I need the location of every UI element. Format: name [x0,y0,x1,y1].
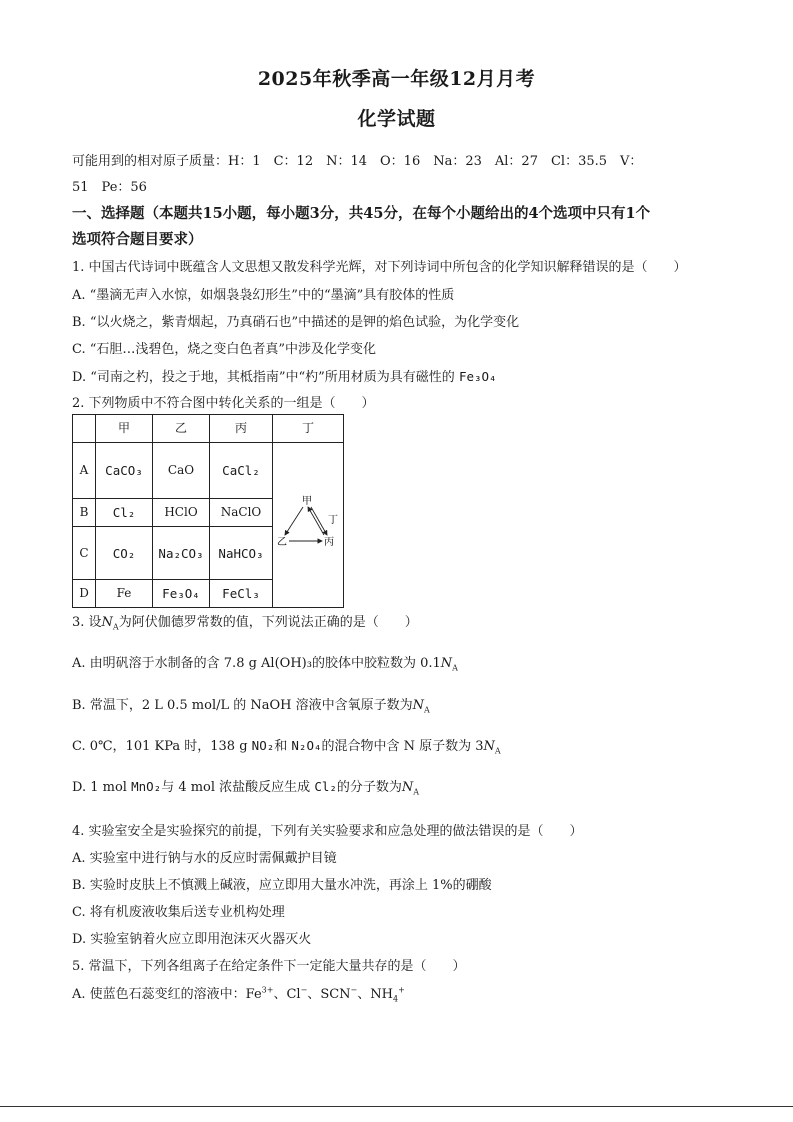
q3-stem-pre: 3. 设 [72,615,102,630]
table-cell: CaCO₃ [96,443,153,499]
q3-option-b [72,694,430,715]
table-header-cell: 丙 [210,415,273,443]
node-ding: 丁 [328,515,338,527]
section-heading-line2: 选项符合题目要求） [72,231,203,248]
q4-option-d: D. 实验室钠着火应立即用泡沫灭火器灭火 [72,932,312,947]
q3-option-a [72,652,458,673]
avogadro-symbol: N [440,656,453,671]
ion-fe: Fe [245,987,262,1002]
q1-option-d [72,366,497,385]
q5-option-a [72,983,405,1004]
atomic-masses-line2: 51 Pe：56 [72,180,147,195]
table-cell: NaClO [210,499,273,527]
table-cell: Fe₃O₄ [153,580,210,608]
avogadro-subscript: A [424,705,430,715]
q3-stem [72,611,418,632]
table-cell: HClO [153,499,210,527]
q1-option-c: C. “石胆…浅碧色，烧之变白色者真”中涉及化学变化 [72,342,377,357]
formula-mno2: MnO₂ [131,779,162,794]
conversion-diagram-cell [273,443,344,608]
ion-nh4-charge: + [398,985,405,995]
table-cell: NaHCO₃ [210,527,273,580]
page-bottom-rule [0,1106,793,1107]
formula-n2o4: N₂O₄ [291,738,322,753]
formula-cl2: Cl₂ [314,779,337,794]
table-cell: CaCl₂ [210,443,273,499]
table-header-row [73,415,344,443]
q4-stem: 4. 实验室安全是实验探究的前提，下列有关实验要求和应急处理的做法错误的是（ ） [72,824,583,839]
table-cell: Na₂CO₃ [153,527,210,580]
ion-scn: SCN [320,987,351,1002]
q3-stem-post: 为阿伏伽德罗常数的值，下列说法正确的是（ ） [118,615,418,630]
avogadro-subscript: A [494,746,501,756]
q4-option-c: C. 将有机废液收集后送专业机构处理 [72,905,285,920]
q3-option-c-post: 的混合物中含 N 原子数为 3 [321,739,484,754]
q3-option-c-pre: C. 0℃，101 KPa 时，138 g [72,739,252,754]
q1-option-d-formula: Fe₃O₄ [458,369,497,384]
q3-option-d [72,776,419,797]
q4-option-a: A. 实验室中进行钠与水的反应时需佩戴护目镜 [72,851,337,866]
table-cell: Fe [96,580,153,608]
exam-title: 2025年秋季高一年级12月月考 [257,68,536,90]
avogadro-symbol: N [483,739,495,754]
avogadro-symbol: N [401,780,414,795]
q5-stem: 5. 常温下，下列各组离子在给定条件下一定能大量共存的是（ ） [72,959,466,974]
table-cell: Cl₂ [96,499,153,527]
q3-option-a-text: A. 由明矾溶于水制备的含 7.8 g Al(OH)₃的胶体中胶粒数为 0.1 [72,656,441,671]
conversion-diagram [273,493,343,553]
table-row [73,443,344,499]
table-header-cell [73,415,96,443]
formula-no2: NO₂ [251,738,275,753]
row-label: A [73,443,96,499]
avogadro-subscript: A [452,663,458,673]
table-cell: CO₂ [96,527,153,580]
q3-option-d-mid: 与 4 mol 浓盐酸反应生成 [161,780,315,795]
row-label: D [73,580,96,608]
q3-option-d-post: 的分子数为 [336,780,402,795]
q3-option-b-text: B. 常温下，2 L 0.5 mol/L 的 NaOH 溶液中含氧原子数为 [72,698,413,713]
q1-option-d-text: D. “司南之杓，投之于地，其柢指南”中“杓”所用材质为具有磁性的 [72,370,455,385]
q3-option-c-mid: 和 [274,739,292,754]
table-header-cell: 丁 [273,415,344,443]
avogadro-symbol: N [101,615,113,630]
table-cell: CaO [153,443,210,499]
node-bing: 丙 [324,537,334,549]
node-yi: 乙 [277,537,287,549]
row-label: B [73,499,96,527]
avogadro-symbol: N [412,698,425,713]
section-heading-line1: 一、选择题（本题共15小题，每小题3分，共45分，在每个小题给出的4个选项中只有1个 [72,205,651,222]
ion-cl-charge: − [300,985,308,995]
ion-nh4: NH [370,987,393,1002]
separator: 、 [357,987,371,1002]
row-label: C [73,527,96,580]
separator: 、 [273,987,287,1002]
ion-nh4-subscript: 4 [392,994,399,1004]
conversion-table [72,414,344,608]
q3-option-c [72,735,501,756]
ion-scn-charge: − [350,985,358,995]
separator: 、 [307,987,321,1002]
ion-fe-charge: 3+ [261,985,274,995]
avogadro-subscript: A [112,622,119,632]
arrow-bing-jia [308,507,324,535]
atomic-masses-line1: 可能用到的相对原子质量：H：1 C：12 N：14 O：16 Na：23 Al：27 Cl：35.5 V： [72,154,643,169]
ion-cl: Cl [286,987,301,1002]
table-header-cell: 乙 [153,415,210,443]
avogadro-subscript: A [413,787,420,797]
q1-stem: 1. 中国古代诗词中既蕴含人文思想又散发科学光辉，对下列诗词中所包含的化学知识解释错误的是（ ） [72,260,687,275]
table-cell: FeCl₃ [210,580,273,608]
arrow-jia-yi [285,507,303,535]
table-header-cell: 甲 [96,415,153,443]
q5-option-a-text: A. 使蓝色石蕊变红的溶液中： [72,987,246,1002]
exam-subtitle: 化学试题 [357,108,436,130]
arrow-jia-bing [311,507,327,535]
q4-option-b: B. 实验时皮肤上不慎溅上碱液，应立即用大量水冲洗，再涂上 1%的硼酸 [72,878,492,893]
node-jia: 甲 [302,496,312,508]
q1-option-b: B. “以火烧之，紫青烟起，乃真硝石也”中描述的是钾的焰色试验，为化学变化 [72,315,520,330]
q1-option-a: A. “墨滴无声入水惊，如烟袅袅幻形生”中的“墨滴”具有胶体的性质 [72,288,455,303]
q2-stem: 2. 下列物质中不符合图中转化关系的一组是（ ） [72,396,375,411]
q3-option-d-pre: D. 1 mol [72,780,132,795]
